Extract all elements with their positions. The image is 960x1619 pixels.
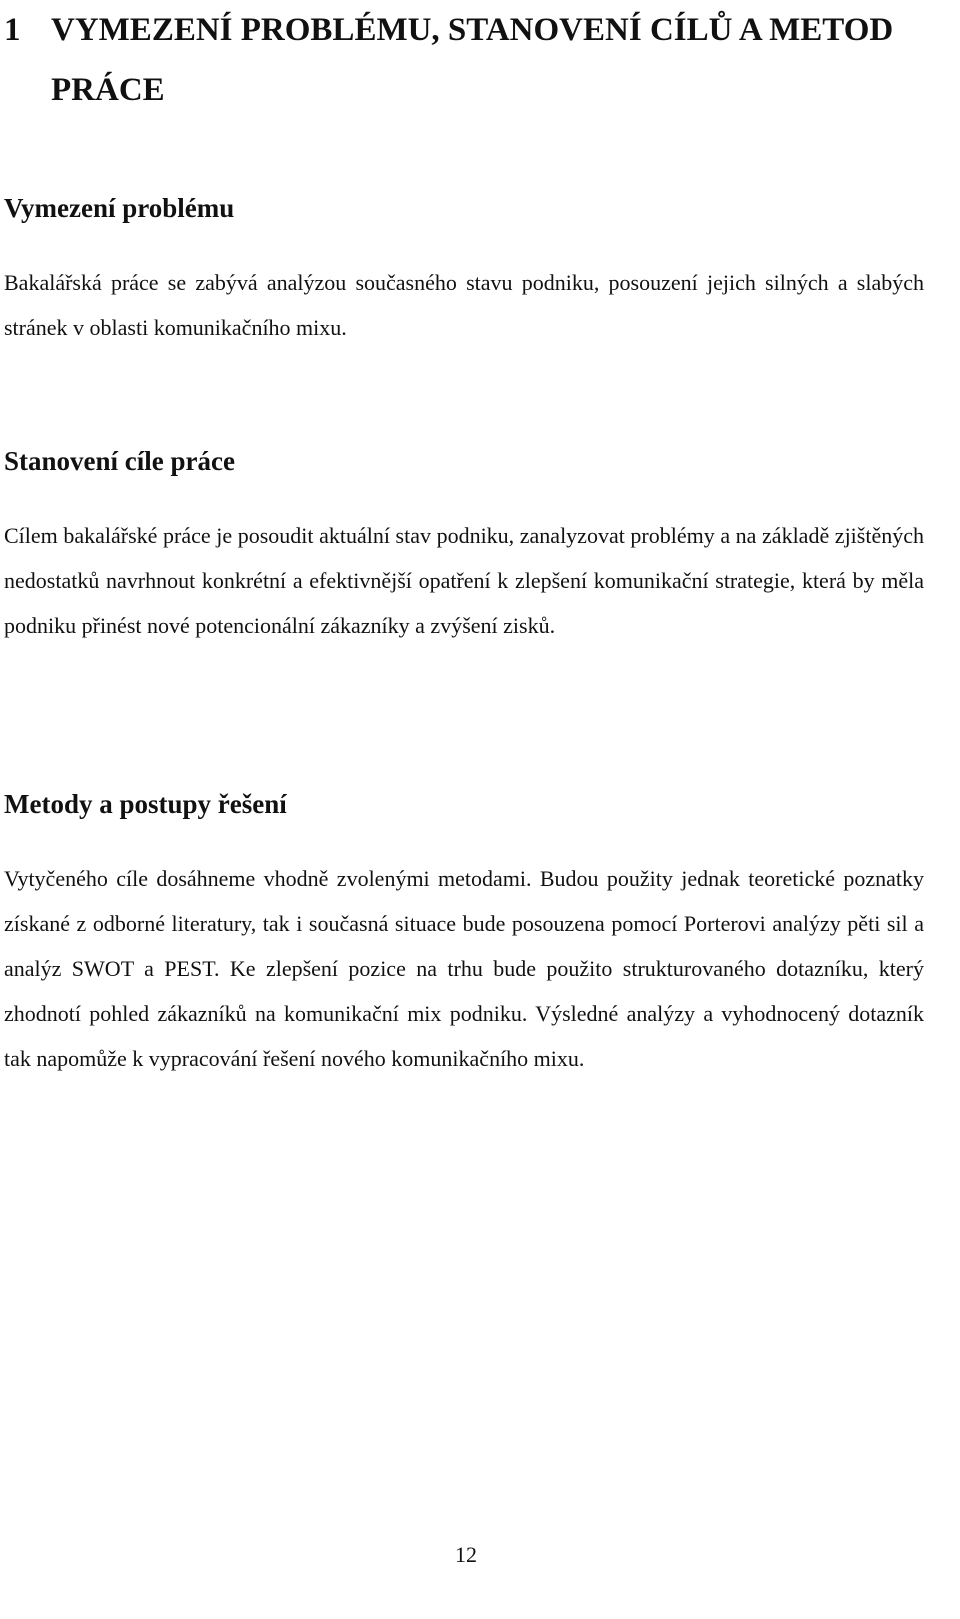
section-paragraph: Vytyčeného cíle dosáhneme vhodně zvolenými metodami. Budou použity jednak teoretické poznatky získané z odborné literatury, tak i současná situace bude posouzena pomocí Porterovi analýzy pěti sil a analýz SWOT a PEST. Ke zlepšení pozice na trhu bude použito strukturovaného dotazníku, který zhodnotí pohled zákazníků na komunikační mix podniku. Výsledné analýzy a vyhodnocený dotazník tak napomůže k vypracování řešení nového komunikačního mixu. [4,866,924,1071]
section-goal [4,443,924,648]
section-paragraph: Cílem bakalářské práce je posoudit aktuální stav podniku, zanalyzovat problémy a na základě zjištěných nedostatků navrhnout konkrétní a efektivnější opatření k zlepšení komunikační strategie, která by měla podniku přinést nové potencionální zákazníky a zvýšení zisků. [4,523,924,638]
chapter-title: VYMEZENÍ PROBLÉMU, STANOVENÍ CÍLŮ A METOD PRÁCE [51,12,894,108]
page-number: 12 [455,1542,477,1567]
section-paragraph: Bakalářská práce se zabývá analýzou současného stavu podniku, posouzení jejich silných a slabých stránek v oblasti komunikačního mixu. [4,270,924,340]
section-heading: Stanovení cíle práce [4,446,235,476]
section-problem-definition [4,190,924,350]
section-methods [4,786,924,1081]
chapter-heading [4,0,904,120]
section-heading: Vymezení problému [4,193,235,223]
chapter-number: 1 [4,12,21,48]
section-heading: Metody a postupy řešení [4,789,287,819]
